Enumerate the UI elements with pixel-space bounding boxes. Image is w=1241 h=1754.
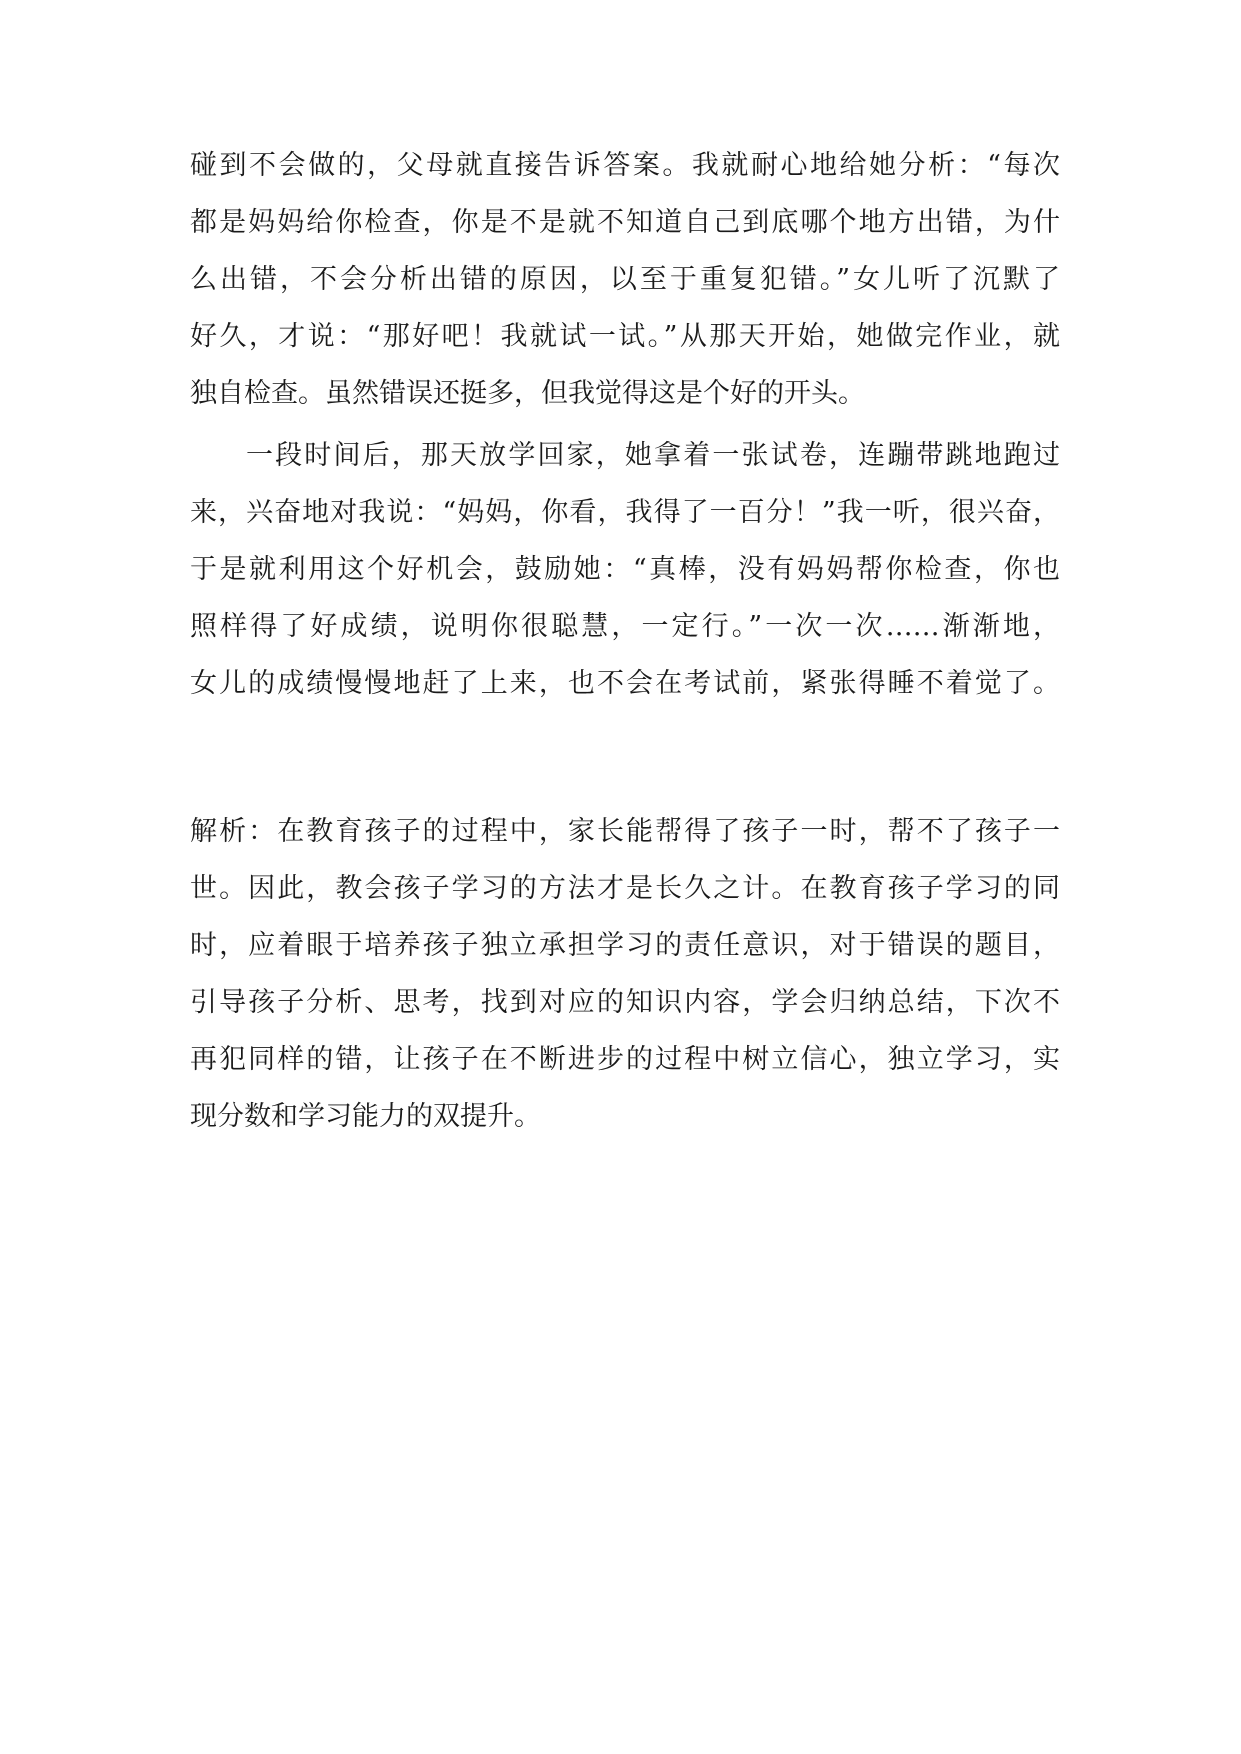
text-line: 世。因此，教会孩子学习的方法才是长久之计。在教育孩子学习的同 <box>190 873 1060 904</box>
text-line: 时，应着眼于培养孩子独立承担学习的责任意识，对于错误的题目， <box>190 930 1060 961</box>
text-line: 女儿的成绩慢慢地赶了上来，也不会在考试前，紧张得睡不着觉了。 <box>190 668 1060 699</box>
text-line: 独自检查。虽然错误还挺多，但我觉得这是个好的开头。 <box>190 378 865 409</box>
text-line: 来，兴奋地对我说：“妈妈，你看，我得了一百分！”我一听，很兴奋， <box>190 497 1060 528</box>
text-line: 碰到不会做的，父母就直接告诉答案。我就耐心地给她分析：“每次 <box>190 150 1060 181</box>
text-line: 都是妈妈给你检查，你是不是就不知道自己到底哪个地方出错，为什 <box>190 207 1060 238</box>
text-line: 现分数和学习能力的双提升。 <box>190 1101 541 1132</box>
text-line: 于是就利用这个好机会，鼓励她：“真棒，没有妈妈帮你检查，你也 <box>190 554 1060 585</box>
text-line: 解析：在教育孩子的过程中，家长能帮得了孩子一时，帮不了孩子一 <box>190 816 1060 847</box>
text-line: 照样得了好成绩，说明你很聪慧，一定行。”一次一次……渐渐地， <box>190 611 1060 642</box>
text-line: 么出错，不会分析出错的原因，以至于重复犯错。”女儿听了沉默了 <box>190 264 1060 295</box>
text-line: 再犯同样的错，让孩子在不断进步的过程中树立信心，独立学习，实 <box>190 1044 1060 1075</box>
text-line: 引导孩子分析、思考，找到对应的知识内容，学会归纳总结，下次不 <box>190 987 1060 1018</box>
text-line: 一段时间后，那天放学回家，她拿着一张试卷，连蹦带跳地跑过 <box>246 440 1060 471</box>
text-line: 好久，才说：“那好吧！我就试一试。”从那天开始，她做完作业，就 <box>190 321 1060 352</box>
